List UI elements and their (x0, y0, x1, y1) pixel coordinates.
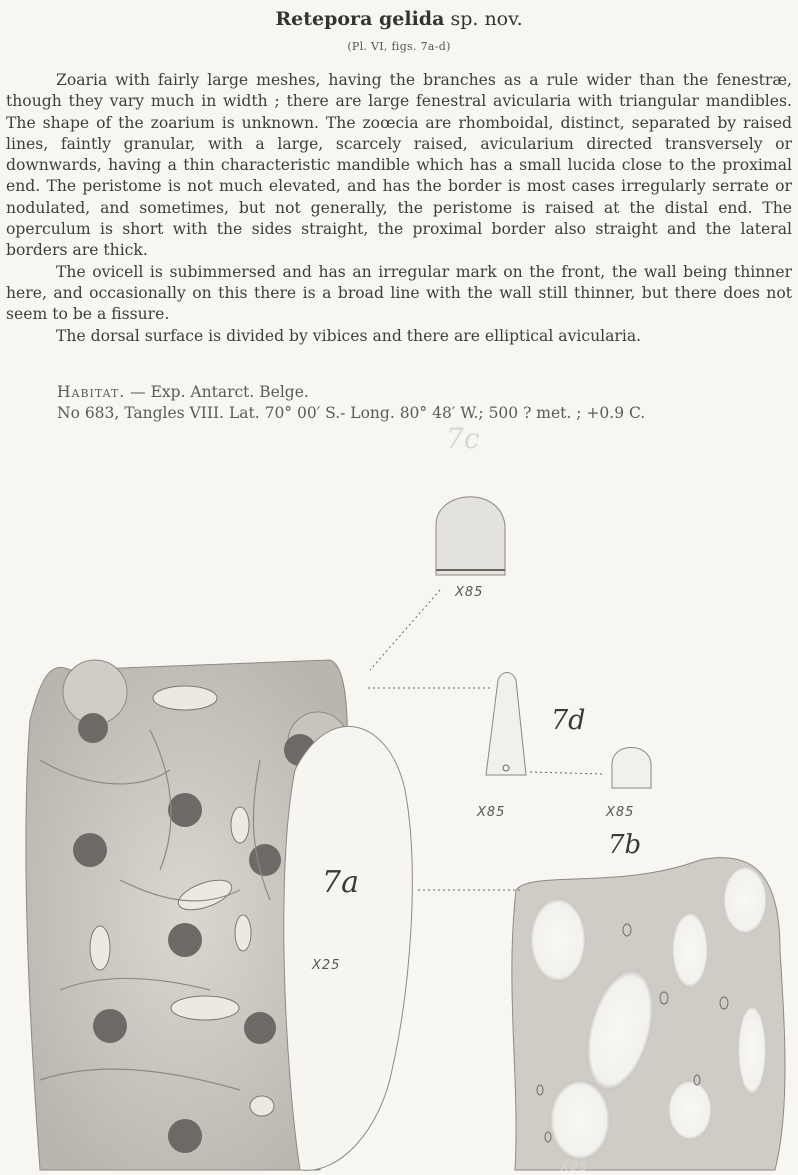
magnification-7d-left: X85 (477, 805, 506, 820)
magnification-7a: X25 (312, 958, 341, 973)
habitat-label: Habitat. (57, 383, 126, 401)
figure-label-7a: 7a (322, 865, 359, 900)
description-paragraph-3: The dorsal surface is divided by vibices and there are elliptical avicularia. (56, 326, 642, 345)
species-name: Retepora gelida (275, 8, 445, 30)
species-status: sp. nov. (450, 8, 523, 30)
magnification-7d-right: X85 (606, 805, 635, 820)
habitat-value: — Exp. Antarct. Belge. (130, 383, 309, 401)
habitat-line (57, 382, 645, 403)
figure-label-7c: 7c (446, 422, 480, 455)
description-text (6, 70, 792, 347)
magnification-7c: X85 (455, 585, 484, 600)
figure-7b-drawing (512, 858, 785, 1170)
figure-7a-drawing (26, 660, 412, 1170)
magnification-7b: X25 (560, 1160, 589, 1175)
figure-7c-drawing (436, 497, 505, 575)
description-paragraph-1: Zoaria with fairly large meshes, having the branches as a rule wider than the fenestræ, though they vary much in width ; there are large fenestral avicularia with triangular mandibles. The shape of the zoarium is unknown. The zoœcia are rhomboidal, distinct, separated by raised lines, faintly granular, with a large, scarcely raised, avicularium directed transversely or downwards, having a thin characteristic mandible which has a small lucida close to the proximal end. The peristome is not much elevated, and has the border is most cases irregularly serrate or nodulated, and sometimes, but not generally, the peristome is raised at the distal end. The operculum is short with the sides straight, the proximal border also straight and the lateral borders are thick. (6, 71, 792, 260)
habitat-block (57, 382, 645, 424)
figure-label-7d: 7d (551, 705, 586, 736)
plate-illustration (0, 430, 798, 1171)
station-line: No 683, Tangles VIII. Lat. 70° 00′ S.- Long. 80° 48′ W.; 500 ? met. ; +0.9 C. (57, 404, 646, 422)
species-title (0, 8, 798, 30)
plate-reference: (Pl. VI, figs. 7a-d) (347, 40, 451, 53)
figure-plate (0, 422, 798, 1175)
figure-label-7b: 7b (608, 830, 642, 860)
description-paragraph-2: The ovicell is subimmersed and has an irregular mark on the front, the wall being thinner here, and occasionally on this there is a broad line with the wall still thinner, but there does not seem to be a fissure. (6, 262, 792, 324)
